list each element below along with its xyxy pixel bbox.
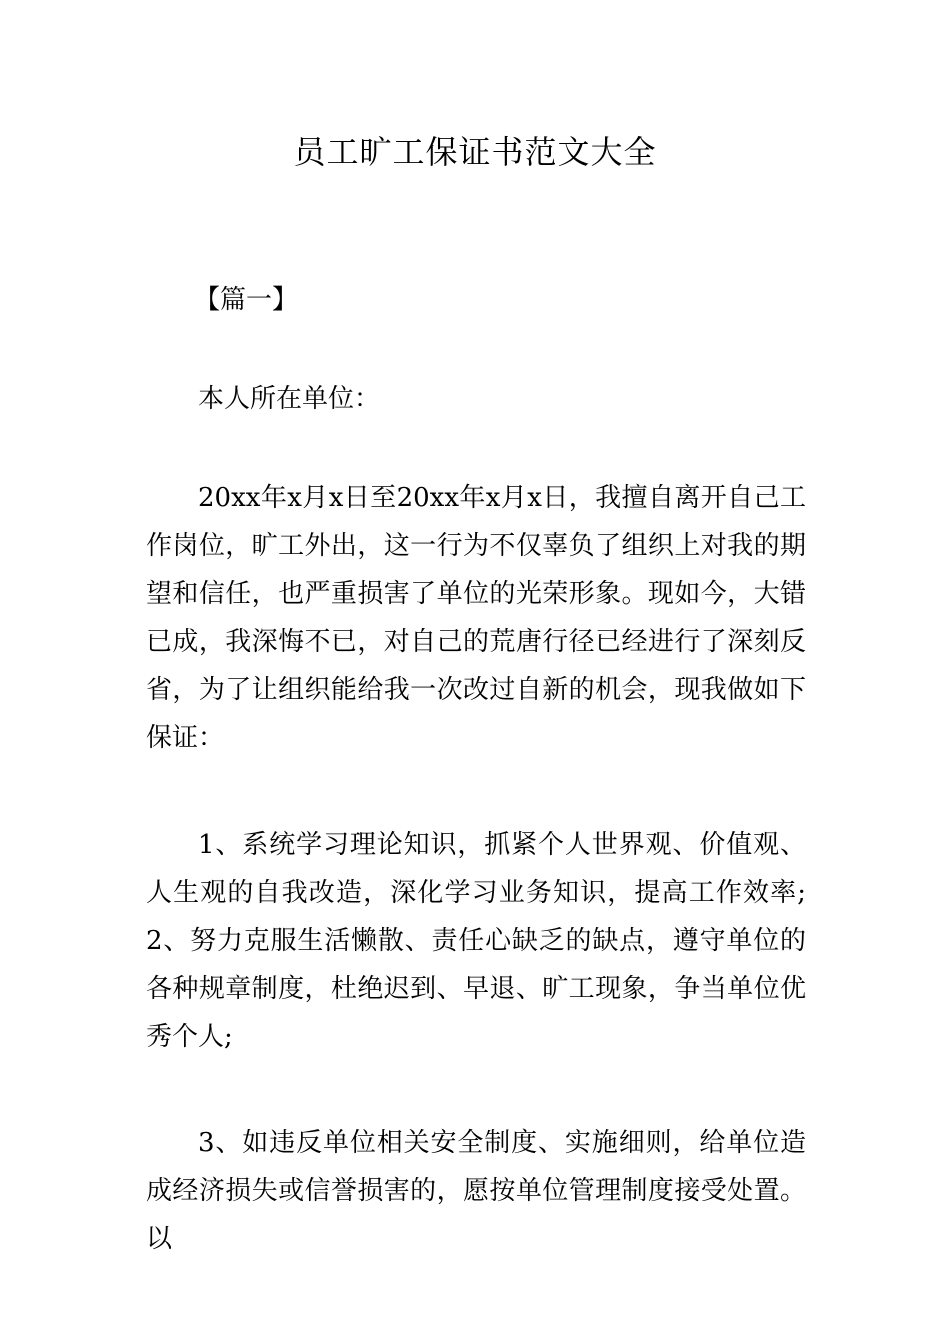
section-label: 【篇一】 — [194, 285, 299, 315]
document-title: 员工旷工保证书范文大全 — [293, 133, 657, 171]
body-paragraph: 20xx年x月x日至20xx年x月x日，我擅自离开自己工作岗位，旷工外出，这一行为不仅辜负了组织上对我的期望和信任，也严重损害了单位的光荣形象。现如今，大错已成，我深悔不已，对自己的荒唐行径已经进行了深刻反省，为了让组织能给我一次改过自新的机会，现我做如下保证： — [146, 483, 806, 753]
pledge-item-3: 3、如违反单位相关安全制度、实施细则，给单位造成经济损失或信誉损害的，愿按单位管理制度接受处置。以 — [146, 1128, 806, 1254]
pledge-items-1-2: 1、系统学习理论知识，抓紧个人世界观、价值观、人生观的自我改造，深化学习业务知识，提高工作效率;2、努力克服生活懒散、责任心缺乏的缺点，遵守单位的各种规章制度，杜绝迟到、早退、旷工现象，争当单位优秀个人; — [146, 830, 806, 1052]
addressee-paragraph: 本人所在单位： — [198, 384, 381, 414]
